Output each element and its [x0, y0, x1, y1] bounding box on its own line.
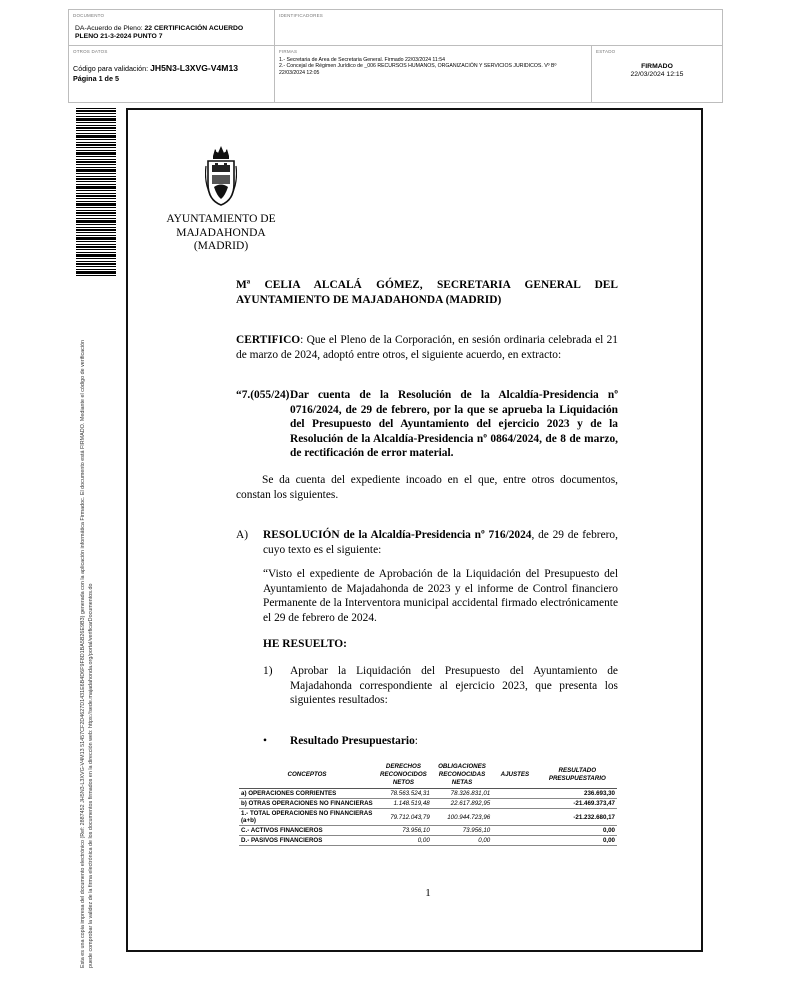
resultado-cell: 0,00: [538, 836, 617, 846]
coat-of-arms-icon: [205, 144, 237, 208]
firmas-cell: [275, 46, 592, 102]
bullet-label: Resultado Presupuestario:: [290, 735, 418, 747]
derechos-cell: 1.148.519,48: [375, 799, 432, 809]
certifico-text: : Que el Pleno de la Corporación, en sesión ordinaria celebrada el 21 de marzo de 2024, adoptó entre otros, el siguiente acuerdo, en extracto:: [236, 334, 618, 361]
firmas-label: FIRMAS: [279, 49, 298, 54]
ajustes-cell: [492, 799, 537, 809]
certifico-paragraph: [236, 333, 618, 362]
verification-line-1: Esta es una copia impresa del documento electrónico (Ref: 2887452 JH5N3-L3XVG-V4M13 51457CF2D4627D1431E6B4D6F9F8D1BA5B26E9B3) generada con la aplicación informática Firmadoc. El documento está FIRMADO. Mediante el código de verificación: [80, 339, 86, 968]
concepto-cell: b) OTRAS OPERACIONES NO FINANCIERAS: [239, 799, 375, 809]
firma-1: 1.- Secretaria de Area de Secretaria General. Firmado 22/03/2024 11:54: [279, 57, 446, 63]
item-number: “7.(055/24): [236, 389, 290, 401]
concepto-cell: a) OPERACIONES CORRIENTES: [239, 789, 375, 799]
column-header: RESULTADO PRESUPUESTARIO: [538, 762, 617, 789]
letterhead: [160, 213, 282, 254]
obligaciones-cell: 0,00: [432, 836, 492, 846]
signature-header: [68, 9, 723, 103]
he-resuelto: HE RESUELTO:: [263, 638, 347, 650]
table-row: [239, 789, 617, 799]
estado-cell: [592, 46, 722, 102]
estado-date: 22/03/2024 12:15: [630, 71, 684, 78]
concepto-cell: D.- PASIVOS FINANCIEROS: [239, 836, 375, 846]
section-letter: A): [236, 529, 249, 541]
document-title: DA-Acuerdo de Pleno: 22 CERTIFICACIÓN ACUERDO PLENO 21-3-2024 PUNTO 7: [75, 25, 244, 40]
identificadores-cell: [275, 10, 722, 46]
page-count: Página 1 de 5: [73, 73, 119, 83]
resultado-cell: -21.232.680,17: [538, 809, 617, 826]
point-text: Aprobar la Liquidación del Presupuesto del Ayuntamiento de Majadahonda correspondiente al ejercicio 2023, que presenta los siguientes resultados:: [290, 665, 618, 706]
firma-2: 2.- Concejal de Régimen Jurídico de _006 RECURSOS HUMANOS, ORGANIZACIÓN Y SERVICIOS JURIDICOS. Vº Bº: [279, 63, 557, 70]
derechos-cell: 0,00: [375, 836, 432, 846]
resultado-cell: -21.469.373,47: [538, 799, 617, 809]
ajustes-cell: [492, 809, 537, 826]
intro-paragraph: Se da cuenta del expediente incoado en el que, entre otros documentos, constan los siguientes.: [236, 474, 618, 501]
letterhead-line-1: AYUNTAMIENTO DE: [166, 213, 276, 225]
ajustes-cell: [492, 836, 537, 846]
section-bold: RESOLUCIÓN de la Alcaldía-Presidencia nº 716/2024: [263, 529, 532, 541]
derechos-cell: 78.563.524,31: [375, 789, 432, 799]
obligaciones-cell: 100.944.723,96: [432, 809, 492, 826]
page-number: 1: [425, 887, 431, 899]
verification-note: [80, 278, 95, 968]
documento-label: DOCUMENTO: [73, 13, 105, 18]
bullet: •: [263, 735, 267, 747]
concepto-cell: 1.- TOTAL OPERACIONES NO FINANCIERAS (a+b): [239, 809, 375, 826]
table-row: [239, 799, 617, 809]
otros-datos-cell: [69, 46, 275, 102]
table-row: [239, 809, 617, 826]
obligaciones-cell: 22.617.892,95: [432, 799, 492, 809]
item-title: Dar cuenta de la Resolución de la Alcaldía-Presidencia nº 0716/2024, de 29 de febrero, por la que se aprueba la Liquidación del Presupuesto del Ayuntamiento del ejercicio 2023 y de la Resolución de la Alcaldía-Presidencia nº 0864/2024, de 8 de marzo, de rectificación de error material.: [290, 389, 618, 459]
concepto-cell: C.- ACTIVOS FINANCIEROS: [239, 826, 375, 836]
resultado-cell: 0,00: [538, 826, 617, 836]
otros-datos-label: OTROS DATOS: [73, 49, 108, 54]
column-header: CONCEPTOS: [239, 762, 375, 789]
codigo-value: JH5N3-L3XVG-V4M13: [150, 63, 239, 73]
derechos-cell: 73.956,10: [375, 826, 432, 836]
letterhead-line-3: (MADRID): [193, 240, 249, 252]
firma-2-date: 22/03/2024 12:05: [279, 69, 320, 76]
column-header: DERECHOS RECONOCIDOS NETOS: [375, 762, 432, 789]
table-row: [239, 836, 617, 846]
resultado-cell: 236.693,30: [538, 789, 617, 799]
column-header: AJUSTES: [492, 762, 537, 789]
ajustes-cell: [492, 789, 537, 799]
estado-label: ESTADO: [596, 49, 616, 54]
codigo-label: Código para validación:: [73, 64, 151, 73]
verification-line-2: puede comprobar la validez de la firma electrónica de los documentos firmados en la dirección web: https://sede.majadahonda.org/portal/verificarDocumentos.do: [87, 583, 94, 968]
point-number: 1): [263, 665, 273, 677]
section-rest: , de 29 de febrero, cuyo texto es el siguiente:: [263, 529, 618, 556]
barcode: [76, 108, 116, 278]
table-header-row: [239, 762, 617, 789]
quote-paragraph: “Visto el expediente de Aprobación de la Liquidación del Presupuesto del Ayuntamiento de Majadahonda de 2023 y el informe de Control financiero Permanente de la Interventora municipal accidental firmado electrónicamente el 29 de febrero de 2024.: [263, 568, 618, 624]
obligaciones-cell: 73.956,10: [432, 826, 492, 836]
obligaciones-cell: 78.326.831,01: [432, 789, 492, 799]
section-heading: [263, 528, 618, 557]
ajustes-cell: [492, 826, 537, 836]
derechos-cell: 79.712.043,79: [375, 809, 432, 826]
estado-value: FIRMADO: [641, 63, 673, 70]
resultado-presupuestario-table: [239, 762, 617, 846]
certifico-label: CERTIFICO: [236, 334, 301, 346]
column-header: OBLIGACIONES RECONOCIDAS NETAS: [432, 762, 492, 789]
table-row: [239, 826, 617, 836]
letterhead-line-2: MAJADAHONDA: [176, 226, 266, 239]
signatory: Mª CELIA ALCALÁ GÓMEZ, SECRETARIA GENERAL DEL AYUNTAMIENTO DE MAJADAHONDA (MADRID): [236, 279, 618, 306]
document-cell: [69, 10, 275, 46]
identificadores-label: IDENTIFICADORES: [279, 13, 324, 18]
